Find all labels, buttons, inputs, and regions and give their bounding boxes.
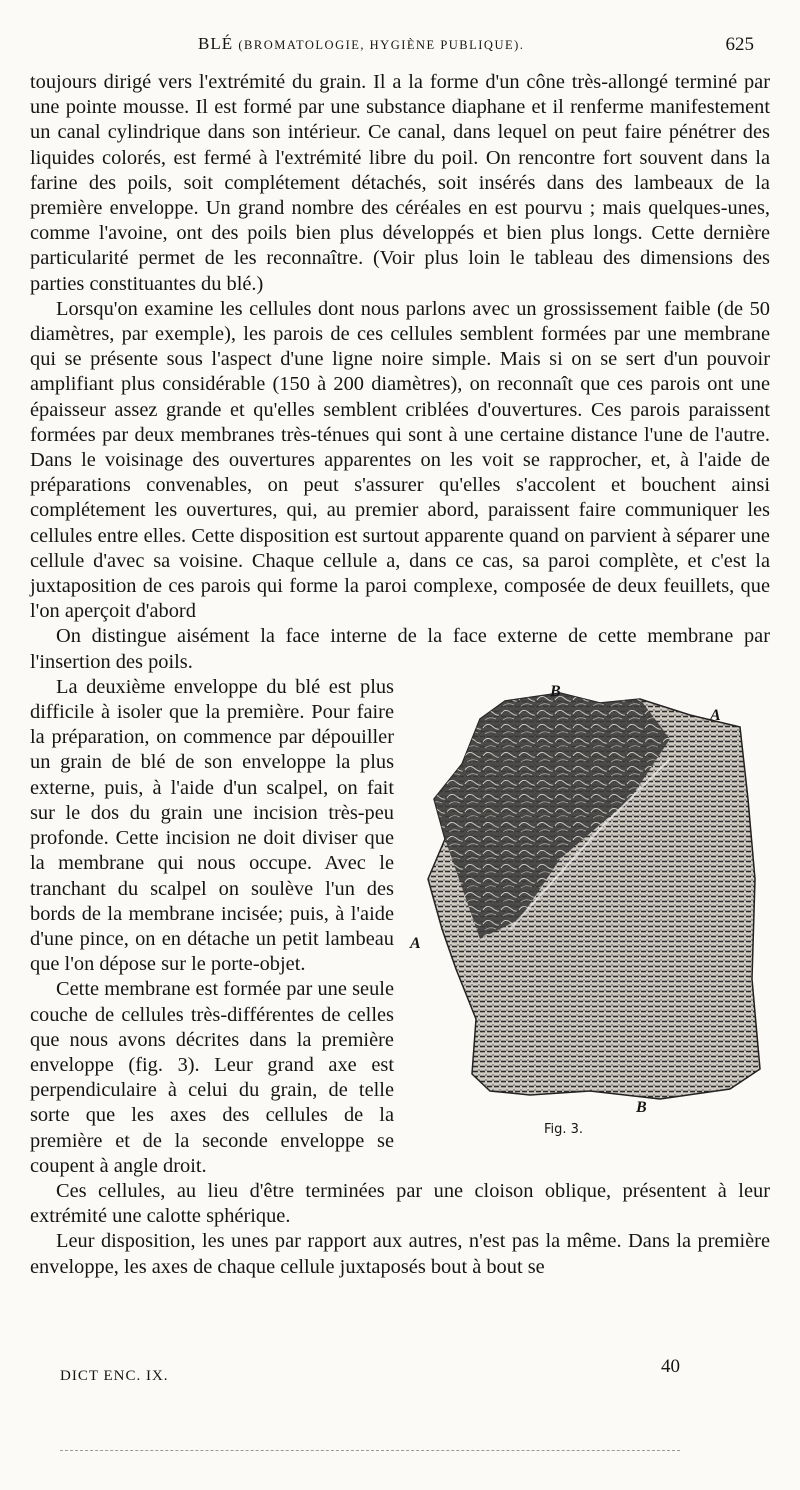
paragraph-5: Cette membrane est formée par une seule couche de cellules très-différentes de celles que nous avons décrites dans la première enveloppe (fig. 3). Leur grand axe est perpendiculaire à celui du grain, de telle sorte que les axes des cellules de la première et de la seconde enveloppe se coupent à angle droit. xyxy=(30,978,394,1177)
body-text xyxy=(30,70,770,1280)
page-number: 625 xyxy=(725,34,754,55)
signature-mark: DICT ENC. IX. xyxy=(60,1368,169,1384)
figure-label-b-bottom: B xyxy=(636,1098,647,1116)
paragraph-1: toujours dirigé vers l'extrémité du grain. Il a la forme d'un cône très-allongé terminé par une pointe mousse. Il est formé par une substance diaphane et il renferme manifestement un canal cylindrique dans son intérieur. Ce canal, dans lequel on peut faire pénétrer des liquides colorés, est fermé à l'extrémité libre du poil. On rencontre fort souvent dans la farine des poils, soit complétement détachés, soit insérés dans des lambeaux de la première enveloppe. Un grand nombre des céréales en est pourvu ; mais quelques-unes, comme l'avoine, ont des poils bien plus développés et bien plus longs. Cette dernière particularité permet de les reconnaître. (Voir plus loin le tableau des dimensions des parties constituantes du blé.) xyxy=(30,71,770,295)
figure-caption: Fig. 3. xyxy=(544,1121,584,1137)
running-title-sub: (BROMATOLOGIE, HYGIÈNE PUBLIQUE). xyxy=(238,38,525,52)
sheet-number: 40 xyxy=(661,1356,680,1377)
figure-label-b-top: B xyxy=(550,682,561,700)
paragraph-7: Leur disposition, les unes par rapport aux autres, n'est pas la même. Dans la première enveloppe, les axes de chaque cellule juxtaposés bout à bout se xyxy=(30,1230,770,1278)
membrane-illustration xyxy=(410,679,770,1154)
figure-3 xyxy=(410,679,770,1154)
paragraph-3: On distingue aisément la face interne de la face externe de cette membrane par l'insertion des poils. xyxy=(30,625,770,673)
figure-label-a-right: A xyxy=(710,706,721,724)
running-title-main: BLÉ xyxy=(198,34,234,53)
bottom-rule xyxy=(60,1450,680,1451)
page-footer xyxy=(60,1356,680,1386)
running-title xyxy=(198,34,524,54)
paragraph-4: La deuxième enveloppe du blé est plus difficile à isoler que la première. Pour faire la préparation, on commence par dépouiller un grain de blé de son enveloppe la plus externe, puis, à l'aide d'un scalpel, on fait sur le dos du grain une incision très-peu profonde. Cette incision ne doit diviser que la membrane qui nous occupe. Avec le tranchant du scalpel on soulève l'un des bords de la membrane incisée; puis, à l'aide d'une pince, on en détache un petit lambeau que l'on dépose sur le porte-objet. xyxy=(30,675,394,976)
running-header xyxy=(30,34,770,60)
paragraph-6: Ces cellules, au lieu d'être terminées par une cloison oblique, présentent à leur extrémité une calotte sphérique. xyxy=(30,1179,770,1228)
paragraph-2: Lorsqu'on examine les cellules dont nous parlons avec un grossissement faible (de 50 diamètres, par exemple), les parois de ces cellules semblent formées par une membrane qui se présente sous l'aspect d'une ligne noire simple. Mais si on se sert d'un pouvoir amplifiant plus considérable (150 à 200 diamètres), on reconnaît que ces parois ont une épaisseur assez grande et qu'elles semblent criblées d'ouvertures. Ces parois paraissent formées par deux membranes très-ténues qui sont à une certaine distance l'une de l'autre. Dans le voisinage des ouvertures apparentes on les voit se rapprocher, et, à l'aide de préparations convenables, on peut s'assurer qu'elles s'accolent et bouchent ainsi complétement les ouvertures, qui, au premier abord, paraissent faire communiquer les cellules entre elles. Cette disposition est surtout apparente quand on parvient à séparer une cellule d'avec sa voisine. Chaque cellule a, dans ce cas, sa paroi complète, et c'est la juxtaposition de ces parois qui forme la paroi complexe, composée de deux feuillets, que l'on aperçoit d'abord xyxy=(30,297,770,623)
figure-label-a-left: A xyxy=(410,934,421,952)
